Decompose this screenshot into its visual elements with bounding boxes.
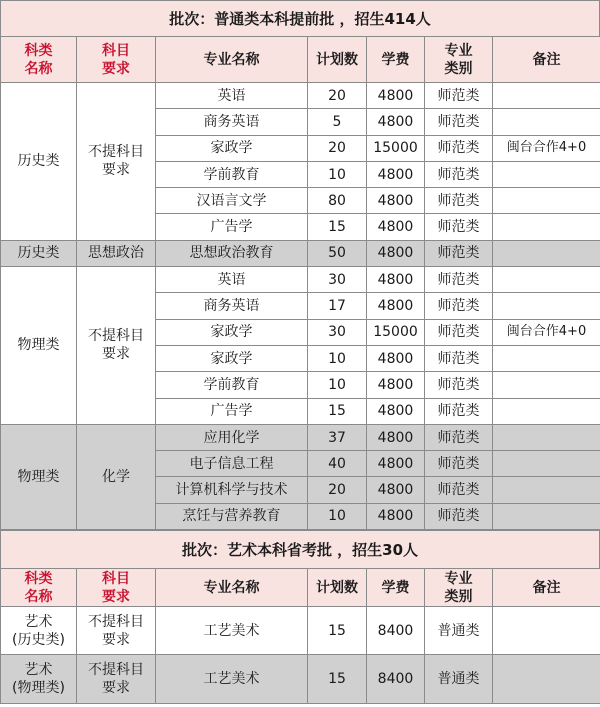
category-cell: 师范类 — [425, 477, 493, 503]
tuition-cell: 4800 — [367, 161, 425, 187]
category-cell: 普通类 — [425, 607, 493, 655]
plan-cell: 15 — [308, 655, 367, 704]
plan-cell: 10 — [308, 503, 367, 529]
header-plan: 计划数 — [308, 37, 367, 83]
subject-req-cell — [77, 607, 156, 655]
header-subject-class — [1, 569, 77, 607]
plan-cell: 15 — [308, 607, 367, 655]
header-row — [1, 37, 600, 83]
table-row — [1, 655, 600, 704]
tuition-cell: 4800 — [367, 398, 425, 424]
header-plan: 计划数 — [308, 569, 367, 607]
category-cell: 师范类 — [425, 451, 493, 477]
text-line: 要求 — [102, 162, 130, 179]
major-cell: 学前教育 — [156, 161, 308, 187]
tuition-cell: 15000 — [367, 319, 425, 345]
text-line: 类别 — [444, 60, 473, 77]
plan-cell: 5 — [308, 109, 367, 135]
note-cell — [493, 345, 600, 371]
text-line: (物理类) — [12, 680, 65, 697]
note-cell — [493, 372, 600, 398]
major-cell: 广告学 — [156, 398, 308, 424]
note-cell — [493, 293, 600, 319]
text-line: 要求 — [102, 631, 130, 648]
text-line: 科类 — [24, 42, 53, 59]
note-cell — [493, 477, 600, 503]
category-cell: 师范类 — [425, 319, 493, 345]
category-cell: 师范类 — [425, 503, 493, 529]
major-cell: 家政学 — [156, 345, 308, 371]
tuition-cell: 4800 — [367, 424, 425, 450]
plan-cell: 30 — [308, 267, 367, 293]
category-cell: 师范类 — [425, 240, 493, 266]
batch1-title: 批次：普通类本科提前批 ，招生414人 — [0, 0, 600, 36]
text-line: 不提科目 — [88, 613, 144, 630]
header-subject-req — [77, 37, 156, 83]
major-cell: 家政学 — [156, 319, 308, 345]
tuition-cell: 4800 — [367, 345, 425, 371]
category-cell: 师范类 — [425, 188, 493, 214]
text-line: 要求 — [102, 588, 130, 605]
note-cell — [493, 503, 600, 529]
header-note: 备注 — [493, 37, 600, 83]
tuition-cell: 4800 — [367, 477, 425, 503]
header-category — [425, 37, 493, 83]
major-cell: 工艺美术 — [156, 655, 308, 704]
text-line: 专业 — [444, 570, 473, 587]
note-cell — [493, 83, 600, 109]
tuition-cell: 4800 — [367, 293, 425, 319]
plan-cell: 80 — [308, 188, 367, 214]
subject-class-cell — [1, 655, 77, 704]
plan-cell: 30 — [308, 319, 367, 345]
category-cell: 师范类 — [425, 398, 493, 424]
table-row — [1, 83, 600, 109]
category-cell: 师范类 — [425, 109, 493, 135]
tuition-cell: 8400 — [367, 655, 425, 704]
header-tuition: 学费 — [367, 569, 425, 607]
table-row — [1, 607, 600, 655]
table-row — [1, 267, 600, 293]
subject-req-cell — [77, 655, 156, 704]
header-row — [1, 569, 600, 607]
tuition-cell: 4800 — [367, 503, 425, 529]
batch2-title: 批次：艺术本科省考批 ，招生30人 — [0, 530, 600, 568]
plan-cell: 20 — [308, 135, 367, 161]
major-cell: 汉语言文学 — [156, 188, 308, 214]
subject-req-cell — [77, 267, 156, 425]
header-subject-req — [77, 569, 156, 607]
category-cell: 师范类 — [425, 161, 493, 187]
text-line: 科类 — [24, 570, 53, 587]
tuition-cell: 4800 — [367, 214, 425, 240]
text-line: 要求 — [102, 346, 130, 363]
text-line: 类别 — [444, 588, 473, 605]
major-cell: 商务英语 — [156, 109, 308, 135]
text-line: 科目 — [102, 570, 130, 587]
category-cell: 普通类 — [425, 655, 493, 704]
subject-class-cell: 物理类 — [1, 267, 77, 425]
tuition-cell: 4800 — [367, 267, 425, 293]
plan-cell: 40 — [308, 451, 367, 477]
text-line: (历史类) — [12, 631, 65, 648]
plan-cell: 20 — [308, 477, 367, 503]
category-cell: 师范类 — [425, 214, 493, 240]
tuition-cell: 8400 — [367, 607, 425, 655]
text-line: 不提科目 — [88, 328, 144, 345]
tuition-cell: 4800 — [367, 451, 425, 477]
note-cell: 闽台合作4+0 — [493, 319, 600, 345]
note-cell — [493, 424, 600, 450]
plan-cell: 10 — [308, 161, 367, 187]
text-line: 要求 — [102, 60, 130, 77]
major-cell: 计算机科学与技术 — [156, 477, 308, 503]
table-row — [1, 424, 600, 450]
major-cell: 英语 — [156, 267, 308, 293]
batch1-table — [0, 36, 600, 530]
text-line: 科目 — [102, 42, 130, 59]
category-cell: 师范类 — [425, 267, 493, 293]
note-cell — [493, 109, 600, 135]
tuition-cell: 4800 — [367, 240, 425, 266]
note-cell — [493, 188, 600, 214]
category-cell: 师范类 — [425, 372, 493, 398]
category-cell: 师范类 — [425, 293, 493, 319]
table-row — [1, 240, 600, 266]
major-cell: 烹饪与营养教育 — [156, 503, 308, 529]
text-line: 艺术 — [24, 613, 53, 630]
note-cell — [493, 607, 600, 655]
plan-cell: 37 — [308, 424, 367, 450]
note-cell — [493, 240, 600, 266]
text-line: 专业 — [444, 42, 473, 59]
text-line: 名称 — [24, 60, 53, 77]
plan-cell: 50 — [308, 240, 367, 266]
text-line: 艺术 — [24, 662, 53, 679]
header-subject-class — [1, 37, 77, 83]
major-cell: 应用化学 — [156, 424, 308, 450]
subject-req-cell — [77, 83, 156, 241]
plan-cell: 10 — [308, 372, 367, 398]
tuition-cell: 15000 — [367, 135, 425, 161]
text-line: 要求 — [102, 680, 130, 697]
text-line: 不提科目 — [88, 662, 144, 679]
major-cell: 电子信息工程 — [156, 451, 308, 477]
subject-class-cell: 历史类 — [1, 83, 77, 241]
header-note: 备注 — [493, 569, 600, 607]
tuition-cell: 4800 — [367, 83, 425, 109]
text-line: 名称 — [24, 588, 53, 605]
subject-req-cell — [77, 240, 156, 266]
text-line: 思想政治 — [88, 245, 144, 262]
plan-cell: 15 — [308, 214, 367, 240]
plan-cell: 20 — [308, 83, 367, 109]
subject-req-cell — [77, 424, 156, 529]
header-tuition: 学费 — [367, 37, 425, 83]
batch2-table — [0, 568, 600, 704]
header-major: 专业名称 — [156, 569, 308, 607]
tuition-cell: 4800 — [367, 372, 425, 398]
category-cell: 师范类 — [425, 83, 493, 109]
category-cell: 师范类 — [425, 345, 493, 371]
major-cell: 思想政治教育 — [156, 240, 308, 266]
plan-cell: 10 — [308, 345, 367, 371]
header-category — [425, 569, 493, 607]
plan-cell: 15 — [308, 398, 367, 424]
note-cell — [493, 161, 600, 187]
major-cell: 学前教育 — [156, 372, 308, 398]
category-cell: 师范类 — [425, 135, 493, 161]
text-line: 不提科目 — [88, 144, 144, 161]
note-cell — [493, 398, 600, 424]
header-major: 专业名称 — [156, 37, 308, 83]
note-cell: 闽台合作4+0 — [493, 135, 600, 161]
tuition-cell: 4800 — [367, 188, 425, 214]
note-cell — [493, 451, 600, 477]
major-cell: 家政学 — [156, 135, 308, 161]
note-cell — [493, 214, 600, 240]
major-cell: 工艺美术 — [156, 607, 308, 655]
major-cell: 商务英语 — [156, 293, 308, 319]
note-cell — [493, 267, 600, 293]
category-cell: 师范类 — [425, 424, 493, 450]
text-line: 化学 — [102, 468, 130, 485]
subject-class-cell — [1, 607, 77, 655]
major-cell: 英语 — [156, 83, 308, 109]
tuition-cell: 4800 — [367, 109, 425, 135]
subject-class-cell: 物理类 — [1, 424, 77, 529]
subject-class-cell: 历史类 — [1, 240, 77, 266]
major-cell: 广告学 — [156, 214, 308, 240]
plan-cell: 17 — [308, 293, 367, 319]
note-cell — [493, 655, 600, 704]
